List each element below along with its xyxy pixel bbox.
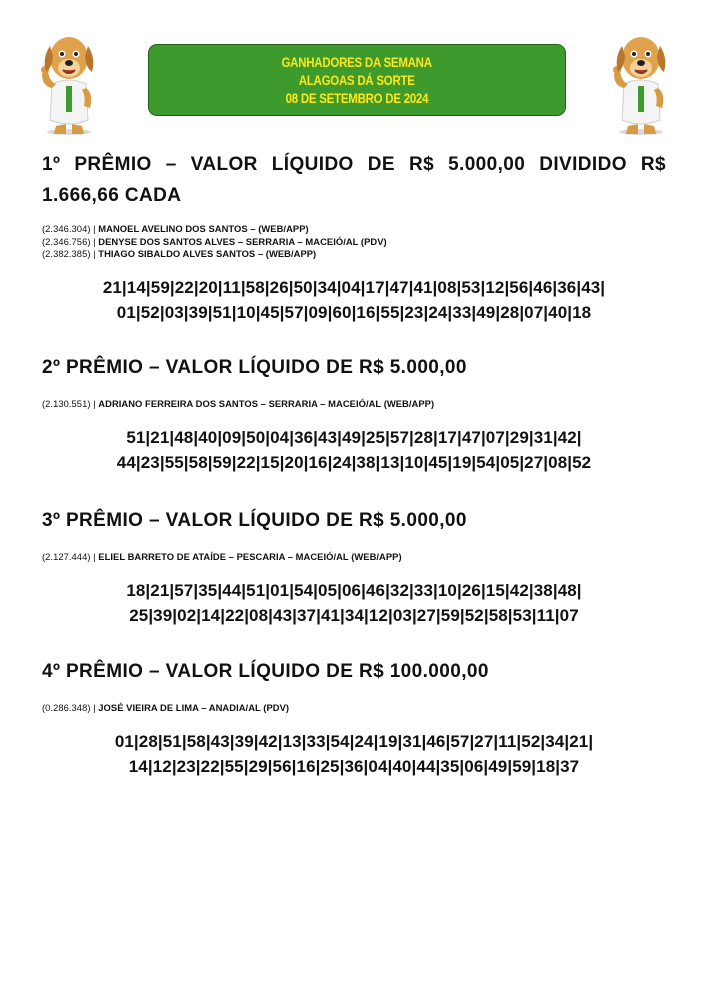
winner-list [42, 702, 666, 715]
drawn-numbers [42, 275, 666, 325]
header-banner [148, 44, 566, 116]
winner-entry [42, 248, 666, 261]
drawn-numbers [42, 425, 666, 475]
winner-name: JOSÉ VIEIRA DE LIMA – ANADIA/AL (PDV) [98, 702, 290, 713]
prize-title: 1º PRÊMIO – VALOR LÍQUIDO DE R$ 5.000,00 DIVIDIDO R$ 1.666,66 CADA [42, 154, 666, 206]
numbers-line: 01|52|03|39|51|10|45|57|09|60|16|55|23|24|33|49|28|07|40|18 [116, 302, 592, 322]
prize-section-2 [42, 352, 666, 475]
winner-list [42, 223, 666, 261]
numbers-line: 25|39|02|14|22|08|43|37|41|34|12|03|27|59|52|58|53|11|07 [129, 605, 579, 625]
prize-title: 4º PRÊMIO – VALOR LÍQUIDO DE R$ 100.000,00 [42, 661, 489, 682]
drawn-numbers [42, 729, 666, 779]
prize-section-1 [42, 149, 666, 325]
winner-name: THIAGO SIBALDO ALVES SANTOS – (WEB/APP) [98, 248, 317, 259]
winner-list [42, 398, 666, 411]
dog-mascot-icon [610, 28, 672, 136]
numbers-line: 51|21|48|40|09|50|04|36|43|49|25|57|28|17|47|07|29|31|42| [126, 427, 582, 447]
prize-section-3 [42, 505, 666, 628]
winner-code: (2.346.756) | [42, 235, 96, 247]
numbers-line: 01|28|51|58|43|39|42|13|33|54|24|19|31|46|57|27|11|52|34|21| [114, 731, 594, 751]
prize-title: 2º PRÊMIO – VALOR LÍQUIDO DE R$ 5.000,00 [42, 357, 467, 378]
winner-entry [42, 236, 666, 249]
winner-code: (2.127.444) | [42, 551, 96, 562]
prize-section-4 [42, 656, 666, 779]
winner-list [42, 551, 666, 564]
winner-name: MANOEL AVELINO DOS SANTOS – (WEB/APP) [98, 223, 309, 234]
drawn-numbers [42, 578, 666, 628]
dog-mascot-icon [38, 28, 100, 136]
numbers-line: 18|21|57|35|44|51|01|54|05|06|46|32|33|10|26|15|42|38|48| [126, 580, 582, 600]
numbers-line: 44|23|55|58|59|22|15|20|16|24|38|13|10|45|19|54|05|27|08|52 [116, 452, 592, 472]
numbers-line: 14|12|23|22|55|29|56|16|25|36|04|40|44|35|06|49|59|18|37 [128, 756, 580, 776]
winner-entry [42, 551, 666, 564]
winner-name: DENYSE DOS SANTOS ALVES – SERRARIA – MACEIÓ/AL (PDV) [98, 235, 387, 247]
winner-entry [42, 223, 666, 236]
banner-subtitle: ALAGOAS DÁ SORTE [299, 72, 415, 88]
banner-title: GANHADORES DA SEMANA [281, 54, 433, 70]
winner-entry [42, 398, 666, 411]
winner-code: (0.286.348) | [42, 702, 96, 713]
winner-code: (2.382.385) | [42, 248, 96, 259]
winner-name: ADRIANO FERREIRA DOS SANTOS – SERRARIA – MACEIÓ/AL (WEB/APP) [98, 398, 435, 409]
winner-entry [42, 702, 666, 715]
winner-code: (2.130.551) | [42, 398, 96, 409]
prize-title: 3º PRÊMIO – VALOR LÍQUIDO DE R$ 5.000,00 [42, 510, 467, 531]
winner-name: ELIEL BARRETO DE ATAÍDE – PESCARIA – MACEIÓ/AL (WEB/APP) [98, 551, 402, 562]
numbers-line: 21|14|59|22|20|11|58|26|50|34|04|17|47|41|08|53|12|56|46|36|43| [102, 277, 606, 297]
banner-date: 08 DE SETEMBRO DE 2024 [285, 90, 429, 106]
winner-code: (2.346.304) | [42, 223, 96, 234]
